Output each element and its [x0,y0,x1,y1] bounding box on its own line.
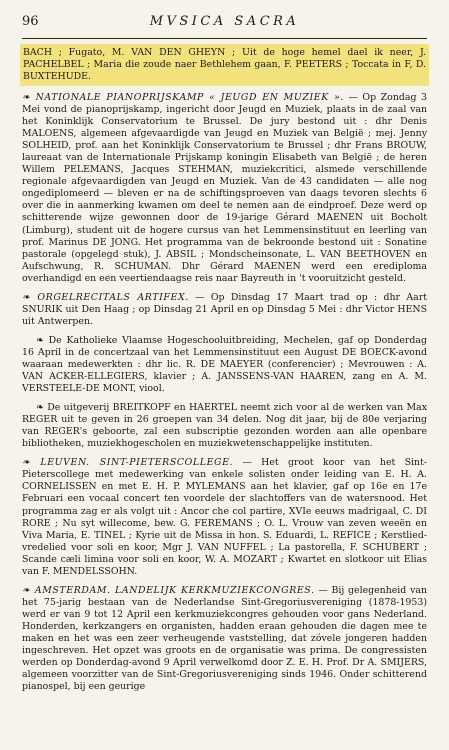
article-kerkmuziekcongres [22,585,427,693]
highlighted-program-excerpt: BACH ; Fugato, M. VAN DEN GHEYN ; Uit de hoge hemel dael ik neer, J. PACHELBEL ; Maria die zoude naer Bethlehem gaan, F. PEETERS ; Toccata in F, D. BUXTEHUDE. [20,44,429,86]
article-body: — Bij gelegenheid van het 75-jarig bestaan van de Nederlandse Sint-Gregoriusvereniging (1878-1953) werd er van 9 tot 12 April een kerkmuziekcongres gehouden voor gans Nederland. Honderden, kerkzangers en organisten, hadden eraan gehouden die dagen mee te maken en het was een zeer verheugende vaststelling, dat zóvele jongeren hadden ingeschreven. Het opzet was groots en de organisatie was prima. De congressisten werden op Donderdag-avond 9 April verwelkomd door Z. E. H. Prof. Dr A. SMIJERS, algemeen voorzitter van de Sint-Gregoriusvereniging sinds 1946. Onder schitterend pianospel, bij een geurige [22,584,427,693]
page-header [22,14,427,36]
article-sint-pieterscollege [22,457,427,577]
article-body: ❧ De Katholieke Vlaamse Hogeschooluitbreiding, Mechelen, gaf op Donderdag 16 April in de concertzaal van het Lemmensinstituut een August DE BOECK-avond waaraan medewerkten : dhr lic. R. DE MAEYER (conferencier) ; Mevrouwen : A. VAN ACKER-ELLEGIERS, klavier ; A. JANSSENS-VAN HAAREN, zang en A. M. VERSTEELE-DE MONT, viool. [22,334,427,395]
article-title: ❧ LEUVEN. SINT-PIETERSCOLLEGE. [22,457,234,469]
article-body: ❧ De uitgeverij BREITKOPF en HAERTEL neemt zich voor al de werken van Max REGER uit te geven in 26 groepen van 34 delen. Nog dit jaar, bij de 80e verjaring van REGER's geboorte, zal een subscriptie gezonden worden aan alle openbare bibliotheken, muziekhogescholen en muziekwetenschappelijke instituten. [22,402,427,450]
article-hogeschooluitbreiding [22,335,427,395]
article-body: — Op Dinsdag 17 Maart trad op : dhr Aart SNURIK uit Den Haag ; op Dinsdag 21 April en op Dinsdag 5 Mei : dhr Victor HENS uit Antwerpen. [22,291,427,327]
article-breitkopf-haertel [22,402,427,450]
article-orgelrecitals [22,292,427,328]
article-title: ❧ AMSTERDAM. LANDELIJK KERKMUZIEKCONGRES. [22,584,315,596]
article-title: ❧ NATIONALE PIANOPRIJSKAMP « JEUGD EN MUZIEK ». [22,92,344,103]
article-body: — Op Zondag 3 Mei vond de pianoprijskamp, ingericht door Jeugd en Muziek, plaats in de zaal van het Koninklijk Conservatorium te Brussel. De jury bestond uit : dhr Denis MALOENS, algemeen afgevaardigde van Jeugd en Muziek van België ; mej. Jenny SOLHEID, prof. aan het Koninklijk Conservatorium te Brussel ; dhr Frans BROUW, laureaat van de Internationale Prijskamp koningin Elisabeth van België ; de heren Willem PELEMANS, Jacques STEHMAN, muziekcritici, alsmede verschillende regionale afgevaardigden van Jeugd en Muziek. Van de 43 candidaten — alle nog ongediplomeerd — bleven er na de schiftingsproeven van daags tevoren slechts 6 over die in aanmerking kwamen om deel te nemen aan de eindproef. Deze werd op schitterende wijze gewonnen door de 19-jarige Gérard MAENEN uit Bocholt (Limburg), student uit de hogere cursus van het Lemmensinstituut en leerling van prof. Marinus DE JONG. Het programma van de bekroonde bestond uit : Sonatine pastorale (opgelegd stuk), J. ABSIL ; Mondscheinsonate, L. VAN BEETHOVEN en Aufschwung, R. SCHUMAN. Dhr Gérard MAENEN werd een erediploma overhandigd en een veertiendaagse reis naar Bayreuth in 't vooruitzicht gesteld. [22,92,427,284]
header-rule [22,38,427,39]
article-title: ❧ ORGELRECITALS ARTIFEX. [22,291,189,303]
article-pianoprijskamp [22,92,427,285]
running-title: MVSICA SACRA [149,14,300,29]
page-number: 96 [22,14,39,29]
article-body: — Het groot koor van het Sint-Pieterscollege met medewerking van enkele solisten onder leiding van E. H. A. CORNELISSEN en met E. H. P. MYLEMANS aan het klavier, gaf op 16e en 17e Februari een vocaal concert ten voordele der slachtoffers van de watersnood. Het programma zag er als volgt uit : Ancor che col partire, XVIe eeuws madrigaal, C. DI RORE ; Nu syt willecome, bew. G. FEREMANS ; O. L. Vrouw van zeven weeën en Viva Maria, E. TINEL ; Kyrie uit de Missa in hon. S. Eduardi, L. REFICE ; Kerstlied-vredelied voor soli en koor, Mgr J. VAN NUFFEL ; La pastorella, F. SCHUBERT ; Scande cæli limina voor soli en koor, W. A. MOZART ; Kwartet en slotkoor uit Elias van F. MENDELSSOHN. [22,457,428,577]
